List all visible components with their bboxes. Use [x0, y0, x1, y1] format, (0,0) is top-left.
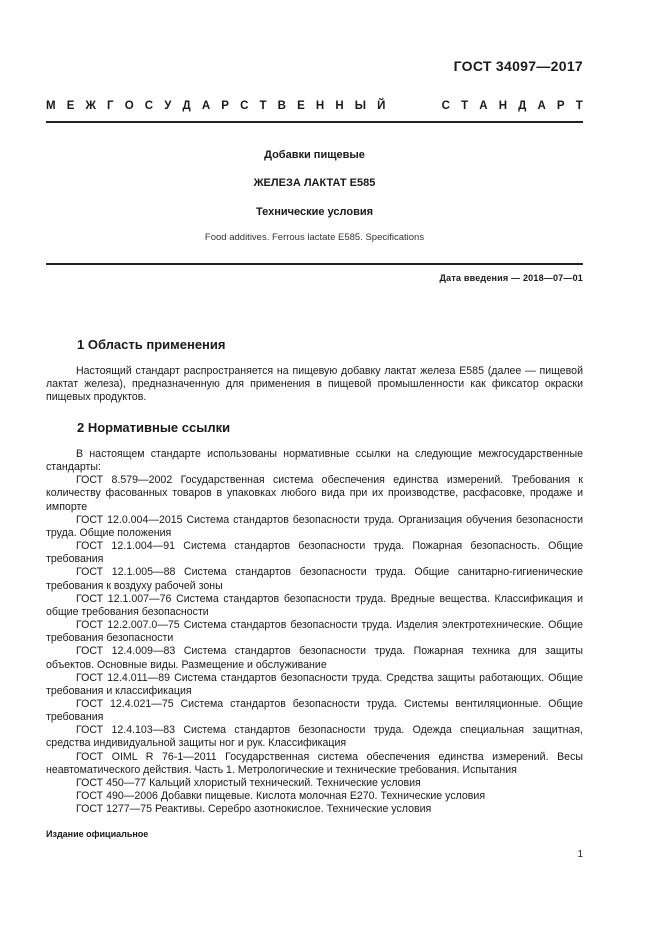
reference-item: ГОСТ OIML R 76-1—2011 Государственная система обеспечения единства измерений. Весы неавтоматического действия. Часть 1. Метрологические и технические требования. Испытания — [46, 750, 583, 776]
banner-letter: У — [164, 100, 172, 112]
reference-item: ГОСТ 490—2006 Добавки пищевые. Кислота молочная Е270. Технические условия — [76, 790, 486, 803]
title-product: ЖЕЛЕЗА ЛАКТАТ Е585 — [253, 177, 376, 189]
banner-letter: А — [201, 100, 211, 112]
banner-letter: Т — [461, 100, 469, 112]
reference-item: ГОСТ 12.2.007.0—75 Система стандартов безопасности труда. Изделия электротехнические. Общие требования безопасности — [46, 619, 583, 645]
banner-letter: Р — [556, 100, 565, 112]
banner-letter: А — [537, 100, 546, 112]
reference-item: ГОСТ 12.4.011—89 Система стандартов безопасности труда. Средства защиты работающих. Общие требования и классификация — [46, 671, 583, 697]
title-category: Добавки пищевые — [264, 149, 365, 161]
reference-item: ГОСТ 12.1.005—88 Система стандартов безопасности труда. Общие санитарно-гигиенические требования к воздуху рабочей зоны — [46, 566, 583, 592]
banner-letter: Ы — [354, 100, 367, 112]
banner-letter: Н — [498, 100, 508, 112]
banner-letter: Е — [66, 100, 75, 112]
document-number: ГОСТ 34097—2017 — [453, 58, 583, 74]
section-1-body — [46, 365, 583, 404]
reference-item: ГОСТ 12.4.009—83 Система стандартов безопасности труда. Пожарная техника для защиты объектов. Основные виды. Размещение и обслуживание — [46, 645, 583, 671]
official-edition-label: Издание официальное — [46, 829, 149, 839]
introduction-date: Дата введения — 2018—07—01 — [439, 273, 583, 283]
banner-letter: Д — [182, 100, 191, 112]
reference-item: ГОСТ 12.0.004—2015 Система стандартов безопасности труда. Организация обучения безопасности труда. Общие положения — [46, 513, 583, 539]
title-english: Food additives. Ferrous lactate E585. Specifications — [204, 232, 425, 243]
banner-letter: Н — [335, 100, 344, 112]
section-1-heading: 1 Область применения — [77, 337, 226, 352]
banner-letter: Т — [575, 100, 583, 112]
banner-letter: Т — [259, 100, 267, 112]
reference-item: ГОСТ 1277—75 Реактивы. Серебро азотнокислое. Технические условия — [76, 803, 432, 816]
banner-letter: Ж — [85, 100, 96, 112]
banner-letter: Д — [518, 100, 527, 112]
reference-item: ГОСТ 12.1.007—76 Система стандартов безопасности труда. Вредные вещества. Классификация и общие требования безопасности — [46, 592, 583, 618]
banner-letter: С — [144, 100, 154, 112]
reference-item: ГОСТ 12.4.103—83 Система стандартов безопасности труда. Одежда специальная защитная, средства индивидуальной защиты ног и рук. Классификация — [46, 724, 583, 750]
banner-letter: С — [441, 100, 450, 112]
banner-letter: С — [240, 100, 249, 112]
title-divider — [46, 263, 583, 265]
interstate-standard-banner — [46, 100, 583, 112]
section-1-paragraph: Настоящий стандарт распространяется на пищевую добавку лактат железа Е585 (далее — пищевой лактат железа), предназначенную для применения в пищевой промышленности как фиксатор окраски пищевых продуктов. — [46, 365, 583, 403]
banner-letter: А — [479, 100, 488, 112]
banner-letter: М — [46, 100, 56, 112]
banner-letter: Е — [297, 100, 305, 112]
banner-letter: В — [277, 100, 286, 112]
banner-letter: Р — [221, 100, 229, 112]
reference-item: ГОСТ 12.4.021—75 Система стандартов безопасности труда. Системы вентиляционные. Общие требования — [46, 697, 583, 724]
banner-letter: Й — [377, 100, 386, 112]
section-2-intro: В настоящем стандарте использованы нормативные ссылки на следующие межгосударственные стандарты: — [46, 448, 583, 474]
reference-item: ГОСТ 12.1.004—91 Система стандартов безопасности труда. Пожарная безопасность. Общие требования — [46, 540, 583, 566]
page-number: 1 — [577, 849, 583, 860]
banner-letter: О — [124, 100, 134, 112]
references-list — [46, 448, 583, 816]
banner-word-gap — [397, 100, 431, 112]
title-subtitle: Технические условия — [255, 206, 374, 218]
reference-item: ГОСТ 450—77 Кальций хлористый технический. Технические условия — [76, 776, 421, 789]
section-2-heading: 2 Нормативные ссылки — [77, 420, 231, 435]
header-divider — [46, 121, 583, 123]
reference-item: ГОСТ 8.579—2002 Государственная система обеспечения единства измерений. Требования к количеству фасованных товаров в упаковках любого вида при их производстве, расфасовке, продаже и импорте — [46, 474, 583, 513]
banner-letter: Н — [315, 100, 325, 112]
banner-letter: Г — [107, 100, 114, 112]
